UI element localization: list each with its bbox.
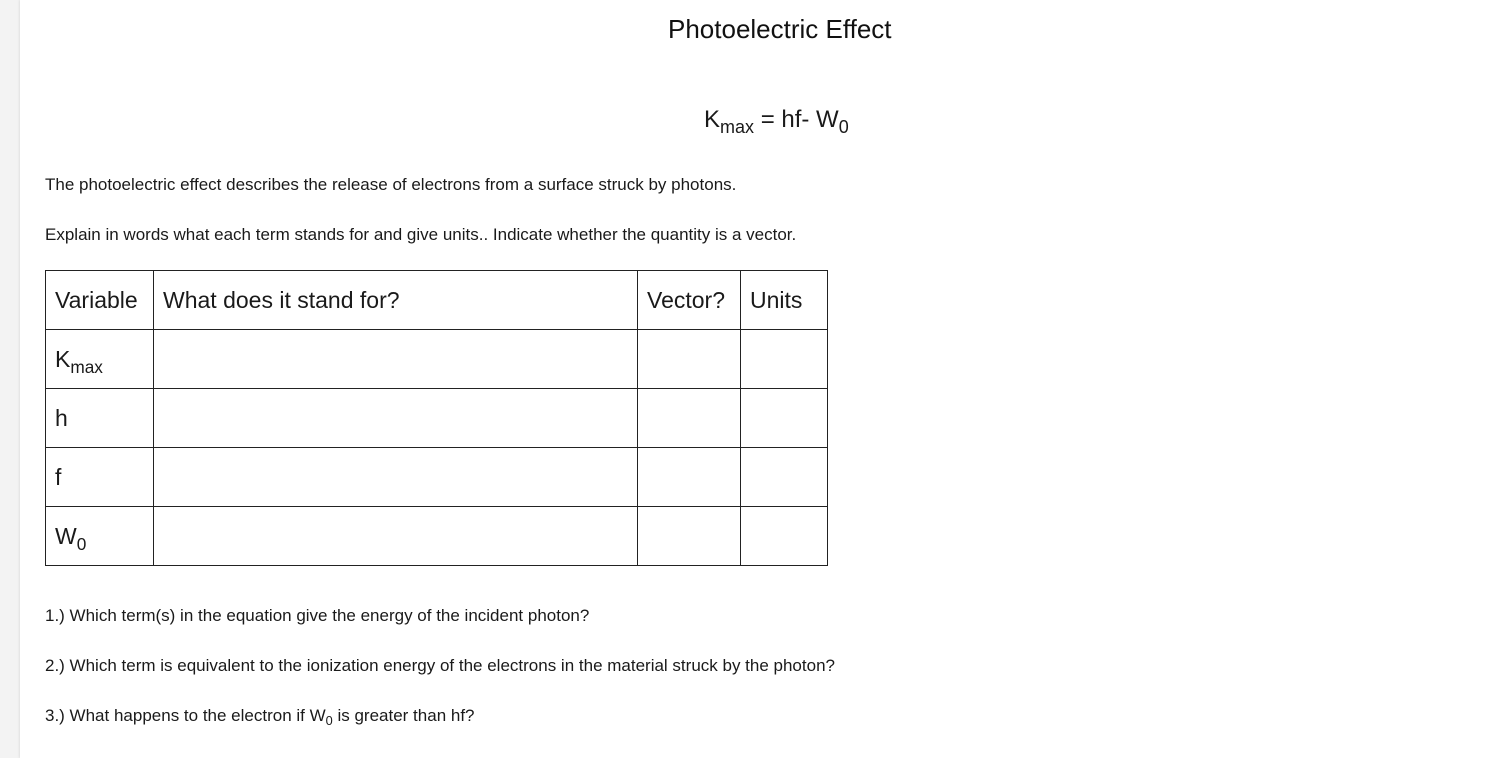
header-variable: Variable [46, 271, 154, 330]
instructions-text: Explain in words what each term stands for and give units.. Indicate whether the quantity is a vector. [45, 225, 797, 244]
page-title: Photoelectric Effect [668, 14, 892, 44]
variable-cell [46, 330, 154, 389]
units-cell[interactable] [741, 507, 828, 566]
meaning-cell[interactable] [154, 389, 638, 448]
variable-cell [46, 389, 154, 448]
intro-text: The photoelectric effect describes the release of electrons from a surface struck by photons. [45, 175, 737, 194]
header-vector: Vector? [638, 271, 741, 330]
table-row [46, 389, 828, 448]
variable-cell [46, 448, 154, 507]
equation-k: K [704, 106, 721, 133]
vector-cell[interactable] [638, 507, 741, 566]
variable-subscript: 0 [76, 534, 87, 555]
variable-symbol: K [55, 346, 71, 372]
meaning-cell[interactable] [154, 448, 638, 507]
equation-k-subscript: max [720, 117, 755, 138]
question-2: 2.) Which term is equivalent to the ionization energy of the electrons in the material struck by the photon? [45, 656, 835, 675]
table-row [46, 448, 828, 507]
table-row [46, 330, 828, 389]
variable-symbol: h [55, 405, 68, 431]
variable-symbol: f [55, 464, 62, 490]
meaning-cell[interactable] [154, 507, 638, 566]
variable-cell [46, 507, 154, 566]
variables-table [45, 270, 828, 566]
variable-symbol: W [55, 523, 77, 549]
question-3-subscript: 0 [325, 712, 333, 728]
equation-w-subscript: 0 [838, 117, 849, 138]
units-cell[interactable] [741, 330, 828, 389]
header-meaning: What does it stand for? [154, 271, 638, 330]
vector-cell[interactable] [638, 448, 741, 507]
variable-subscript: max [70, 357, 103, 378]
units-cell[interactable] [741, 448, 828, 507]
table-header-row [46, 271, 828, 330]
units-cell[interactable] [741, 389, 828, 448]
meaning-cell[interactable] [154, 330, 638, 389]
document-page [20, 0, 1505, 758]
photoelectric-equation [704, 106, 849, 138]
table-row [46, 507, 828, 566]
question-3 [45, 706, 475, 726]
question-1: 1.) Which term(s) in the equation give the energy of the incident photon? [45, 606, 590, 625]
vector-cell[interactable] [638, 330, 741, 389]
question-3-start: 3.) What happens to the electron if W [45, 706, 326, 725]
question-3-end: is greater than hf? [332, 706, 475, 725]
vector-cell[interactable] [638, 389, 741, 448]
header-units: Units [741, 271, 828, 330]
equation-middle: = hf- W [754, 106, 839, 133]
